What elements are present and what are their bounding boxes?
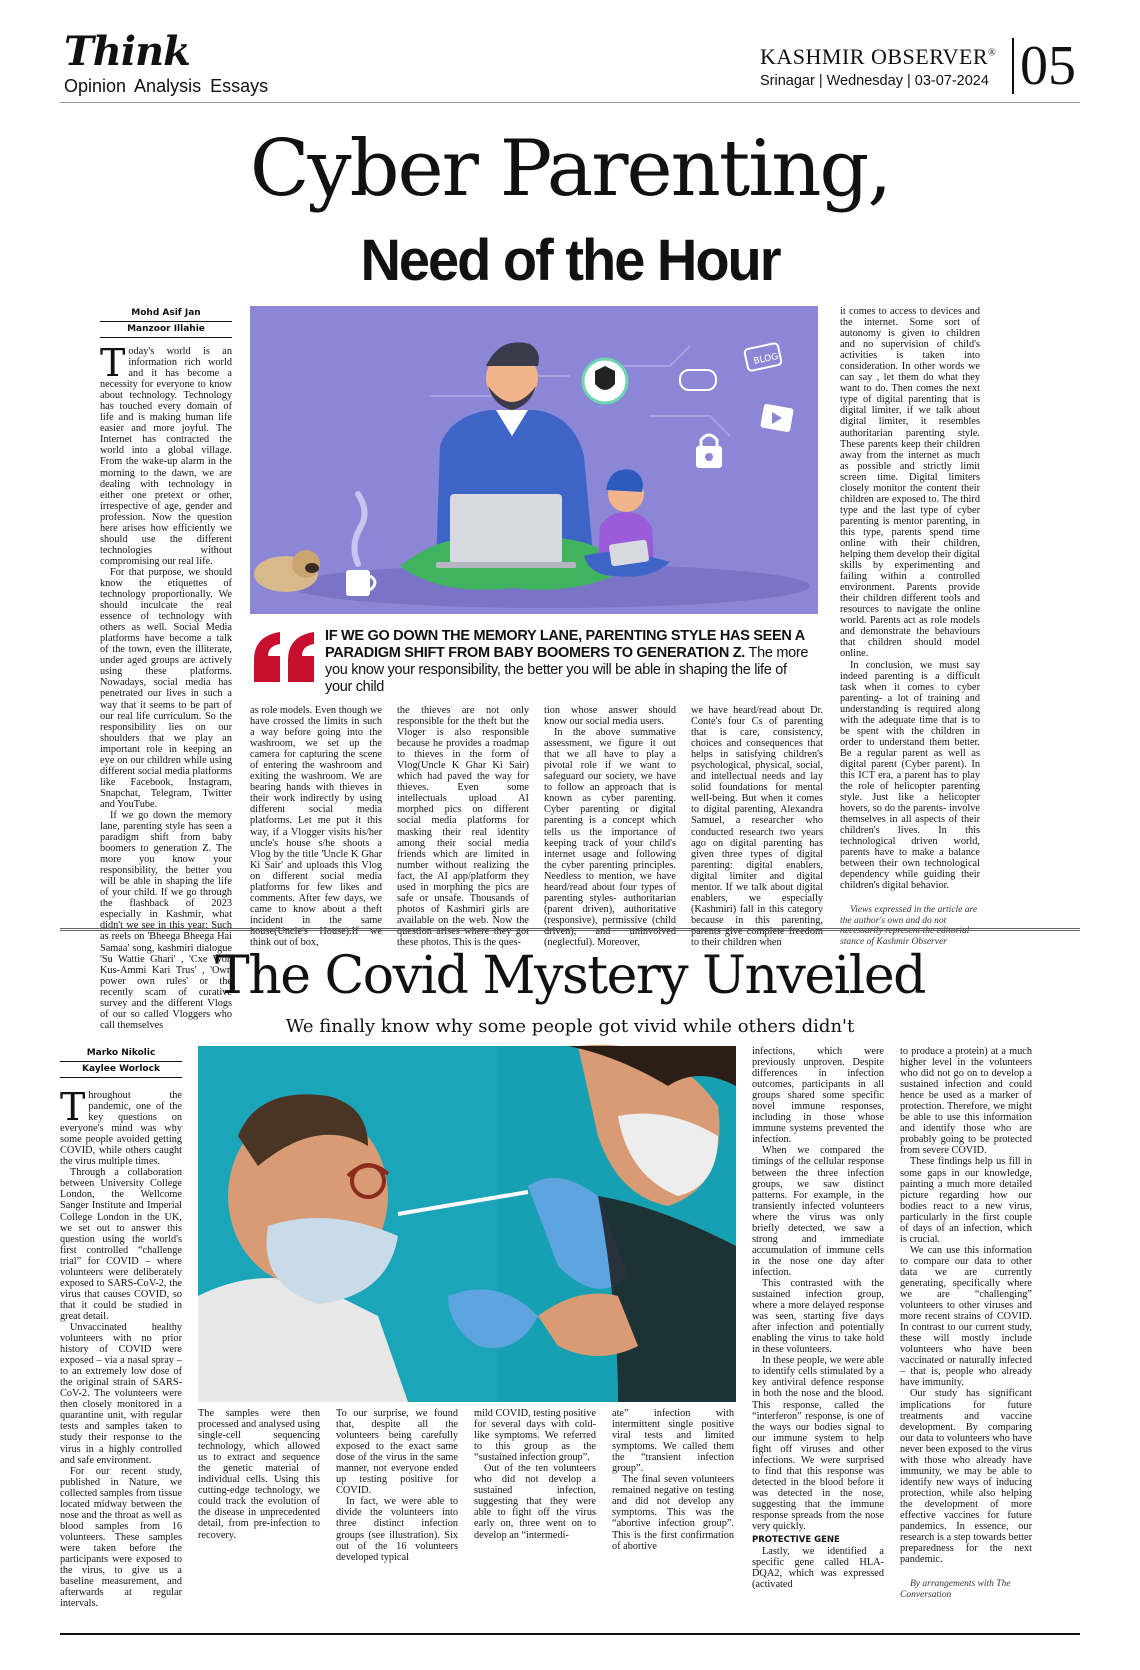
page-number: 05 [1012, 38, 1076, 94]
attribution-note: By arrangements with The Conversation [900, 1579, 1011, 1600]
headline-1-secondary: Need of the Hour [360, 226, 780, 293]
article-column [250, 705, 382, 948]
paragraph: to produce a protein) at a much higher level in the volunteers who did not go on to develop a sustained infection and could hence be used as a marker of protection. Therefore, we might be able to use this information and identify those who are probably going to be protected from severe COVID. [900, 1046, 1032, 1157]
paragraph: To our surprise, we found that, despite all the volunteers being carefully exposed to the exact same dose of the virus in the same manner, not everyone ended up testing positive for COVID. [336, 1408, 458, 1497]
paragraph: The samples were then processed and analysed using single-cell sequencing technology, which allowed us to extract and sequence the genetic material of individual cells. Using this cutting-edge technology, we could track the evolution of the disease in unprecedented detail, from pre-infection to recovery. [198, 1408, 320, 1541]
article-column [474, 1408, 596, 1630]
headline-1: Cyber Parenting, [249, 124, 891, 214]
page-bottom-rule [60, 1633, 1080, 1635]
paragraph: In these people, we were able to identify cells stimulated by a key antiviral defence response in both the nose and the blood. This response, called the “interferon” response, is one of the ways our bodies signal to our immune system to help fight off viruses and other infections. We were surprised to find that this response was detected in the blood before it was detected in the nose, suggesting that the immune response spreads from the nose very quickly. [752, 1355, 884, 1533]
paragraph: we have heard/read about Dr. Conte's four Cs of parenting that is care, consistency, choices and consequences that helps in satisfying children's psychological, physical, social, and intellectual needs and lay solid foundations for mental well-being. But when it comes to digital parenting, Alexandra Samuel, a researcher who conducted research two years ago on digital parenting has given three types of digital parenting: digital enablers, digital limiter and digital mentor. If we talk about digital enablers, we especially (Kashmiri) fall in this category because in this parenting, parents give complete freedom to their children when [691, 705, 823, 948]
header-divider [60, 102, 1080, 103]
author-name: Mohd Asif Jan [100, 306, 232, 322]
registered-mark: ® [988, 47, 997, 59]
paragraph: infections, which were previously unproven. Despite differences in infection outcomes, participants in all groups shared some specific novel immune responses, including in those whose immune systems prevented the infection. [752, 1046, 884, 1146]
paragraph: In conclusion, we must say indeed parenting is a difficult task when it comes to cyber parenting- a lot of training and understanding is required along with the adequate time that is to be spent with the children in order to understand them better. Be a regular parent as well as digital parent (Cyber parent). In this ICT era, a parent has to play the role of helicopter parenting style. Just like a helicopter hovers, so do the parents- involve themselves in all aspects of their children's lives. In this technological driven world, parents have to make a balance between their own technological dependency while guiding their children's digital behavior. [840, 659, 980, 892]
article-column [544, 705, 676, 948]
article-column [100, 341, 232, 1031]
paragraph: For that purpose, we should know the etiquettes of technology proportionally. We should inculcate the real essence of technology with others as well. Social Media platforms have become a talk of the town, even the illiterate, under aged groups are actively using these platforms. Nowadays, social media has penetrated our lives in such a way that it seems to be part of our real life curriculum. So the responsibility lies on our shoulders that we play an important role in keeping an eye on our children while using different social media platforms like Facebook, Instagram, Snapchat, Telegram, Twitter and YouTube. [100, 566, 232, 810]
pull-quote-rest: The more you know your responsibility, the better you will be able in shaping the life of your child [325, 645, 809, 695]
section-subhead: PROTECTIVE GENE [752, 1535, 840, 1546]
paragraph: Out of the ten volunteers who did not develop a sustained infection, suggesting that they were able to fight off the virus early on, three went on to develop an “intermedi- [474, 1463, 596, 1541]
article-column [198, 1408, 320, 1630]
dateline: Srinagar | Wednesday | 03-07-2024 [760, 73, 989, 89]
paragraph: Our study has significant implications for future treatments and vaccine development. By comparing our data to volunteers who have never been exposed to the virus with those who already have immunity, we may be able to identify new ways of inducing protection, while also helping the development of more effective vaccines for future pandemics. In essence, our research is a step towards better preparedness for the next pandemic. [900, 1388, 1032, 1566]
paragraph: When we compared the timings of the cellular response between the three infection groups, we saw distinct patterns. For example, in the transiently infected volunteers where the virus was only briefly detected, we saw a strong and immediate accumulation of immune cells in the nose one day after infection. [752, 1145, 884, 1278]
paragraph: The final seven volunteers remained negative on testing and did not develop any symptoms. This was the “abortive infection group”. This is the first confirmation of abortive [612, 1474, 734, 1552]
article-column [60, 1085, 182, 1630]
editorial-note: Views expressed in the article are the author's own and do not necessarily represent the editorial stance of Kashmir Observer [840, 905, 978, 947]
headline-2: The Covid Mystery Unveiled [215, 946, 925, 1006]
article-column [397, 705, 529, 948]
article-column [752, 1046, 884, 1630]
masthead [760, 44, 1010, 70]
paragraph: In fact, we were able to divide the volunteers into three distinct infection groups (see illustration). Six out of the 16 volunteers developed typical [336, 1496, 458, 1563]
paragraph: Today's world is an information rich world and it has become a necessity for everyone to know about technology. Technology has touched every domain of life and is making human life easier and more joyful. The Internet has contracted the world into a global village. From the wake-up alarm in the morning to the dawn, we are dealing with technology in either one pretext or other, irrespective of age, gender and profession. Now the question here arises how efficiently we should use the different technologies without compromising our real life. [100, 341, 232, 567]
article-column [336, 1408, 458, 1630]
byline-block [60, 1046, 182, 1078]
paragraph: This contrasted with the sustained infection group, where a more delayed response was seen, starting five days after infection and potentially enabling the virus to take hold in these volunteers. [752, 1277, 884, 1356]
paragraph: If we go down the memory lane, parenting style has seen a paradigm shift from baby boomers to generation Z. The more you know your responsibility, the better you will be able in shaping the life of your child. If we go through the flashback of 2023 especially in Kashmir, what didn't we see in this year: Such as reels on 'Bheega Bheega Hai Samaa' song, kashmiri dialogue 'Su Wattie Ghari' , 'Cxe Won Kus-Ammi Kari Trus' , 'Own power own rules' or the recently scam of curative survey and the different Vlogs of our so called Vloggers who call themselves [100, 809, 232, 1031]
paragraph: We can use this information to compare our data to other data we are currently generating, specifically where we are “challenging” volunteers to other viruses and more recent strains of COVID. In contrast to our current study, these will mostly include volunteers who have been vaccinated or naturally infected – that is, people who already have immunity. [900, 1244, 1032, 1389]
paragraph: the thieves are not only responsible for the theft but the Vloger is also responsible because he provides a roadmap to thieves in the form of Vlog(Uncle K Ghar Ki Sair) which had paved the way for thieves. Even some intellectuals upload AI morphed pics on different social media platforms for masking their real identity among their social media friends which are limited in number without realizing the fact, the AI app/platform they used in morphing the pics are safe or unsafe. Thousands of photos of Kashmiri girls are available on the web. Now the question arises where they got these photos. This is the ques- [397, 705, 529, 948]
svg-text:BLOG: BLOG [752, 351, 780, 367]
paragraph: tion whose answer should know our social media users. [544, 705, 676, 728]
covid-test-photo [198, 1046, 736, 1402]
author-name: Marko Nikolic [60, 1046, 182, 1062]
paragraph: Unvaccinated healthy volunteers with no prior history of COVID were exposed – via a nasal spray – to an extremely low dose of the original strain of SARS-CoV-2. The volunteers were then closely monitored in a quarantine unit, with regular tests and samples taken to study their response to the virus in a highly controlled and safe environment. [60, 1321, 182, 1466]
article-column [900, 1046, 1032, 1630]
drop-cap: T [100, 341, 126, 385]
paragraph: For our recent study, published in Nature, we collected samples from tissue located midway between the nose and the throat as well as blood samples from 16 volunteers. These samples were taken before the participants were exposed to the virus, to give us a baseline measurement, and afterwards at regular intervals. [60, 1465, 182, 1610]
quote-mark-icon [252, 630, 318, 684]
paragraph: Throughout the pandemic, one of the key questions on everyone's mind was why some people avoided getting COVID, while others caught the virus multiple times. [60, 1085, 182, 1168]
pull-quote-emphasis: IF WE GO DOWN THE MEMORY LANE, PARENTING STYLE HAS SEEN A PARADIGM SHIFT FROM BABY BOOMERS TO GENERATION Z. [325, 628, 805, 661]
paragraph: it comes to access to devices and the internet. Some sort of autonomy is given to children and no supervision of child's activities is taken into consideration. In other words we can say , let them do what they want to do. Then comes the next type of digital parenting that is digital limiter, if we talk about digital limiter, it resembles authoritarian parenting style. These parents keep their children away from the internet as much as possible and strictly limit screen time. Digital limiters closely monitor the content their children are exposed to. The third type and the last type of cyber parenting is mentor parenting, in this type, parents spend time online with their children, helping them develop their digital skills by experimenting and failing within a controlled environment. Parents provide their children different tools and resources to navigate the online world. Parents act as role models and demonstrate the behaviours that children should model online. [840, 306, 980, 660]
pull-quote-text [325, 628, 817, 696]
paragraph: Lastly, we identified a specific gene called HLA-DQA2, which was expressed (activated [752, 1546, 884, 1591]
article-column [691, 705, 823, 948]
article-column [840, 306, 980, 947]
article-column [612, 1408, 734, 1630]
cyber-parenting-illustration [250, 306, 818, 614]
paragraph: as role models. Even though we have crossed the limits in such a way before going into the washroom, we set up the camera for capturing the scene of entering the washroom and exiting the washroom. We are bearing hands with thieves in their work indirectly by using different social media platforms. Let me put it this way, if a Vlogger visits his/her uncle's house s/he shoots a Vlog by the title 'Uncle K Ghar Ki Sair' and uploads this Vlog on different social media platforms for few likes and comments. After few days, we came to know about a theft incident in the same house(Uncle's House).If we think out of box, [250, 705, 382, 948]
paragraph: mild COVID, testing positive for several days with cold-like symptoms. We referred to this group as the “sustained infection group”. [474, 1408, 596, 1464]
headline-2-deck: We finally know why some people got vivid while others didn't [285, 1016, 855, 1037]
article-divider [60, 928, 1080, 931]
drop-cap: T [60, 1085, 86, 1129]
paragraph: In the above summative assessment, we figure it out that we all have to play a pivotal role if we want to safeguard our society, we have to follow an approach that is known as cyber parenting. Cyber parenting or digital parenting is a concept which tells us the importance of keeping track of your child's internet usage and following the cyber parenting principles. Needless to mention, we have heard/read about four types of parenting styles- authoritarian (parent driven), authoritative (responsive), permissive (child driven), and uninvolved (neglectful). Moreover, [544, 727, 676, 948]
paragraph: These findings help us fill in some gaps in our knowledge, painting a much more detailed picture regarding how our bodies react to a new virus, particularly in the first couple of days of an infection, which is crucial. [900, 1156, 1032, 1245]
section-title: Think [64, 28, 190, 75]
section-subtitle: Opinion Analysis Essays [64, 76, 269, 96]
paragraph: Through a collaboration between University College London, the Wellcome Sanger Institute and Imperial College London in the UK, we set out to answer this question using the world's first controlled “challenge trial” for COVID – where volunteers were deliberately exposed to SARS-CoV-2, the virus that causes COVID, so that it could be studied in great detail. [60, 1167, 182, 1322]
author-name: Manzoor Illahie [100, 322, 232, 338]
byline-block [100, 306, 232, 338]
paper-name: KASHMIR OBSERVER [760, 44, 989, 69]
author-name: Kaylee Worlock [60, 1062, 182, 1078]
paragraph: ate” infection with intermittent single positive viral tests and limited symptoms. We called them the “transient infection group”. [612, 1408, 734, 1475]
